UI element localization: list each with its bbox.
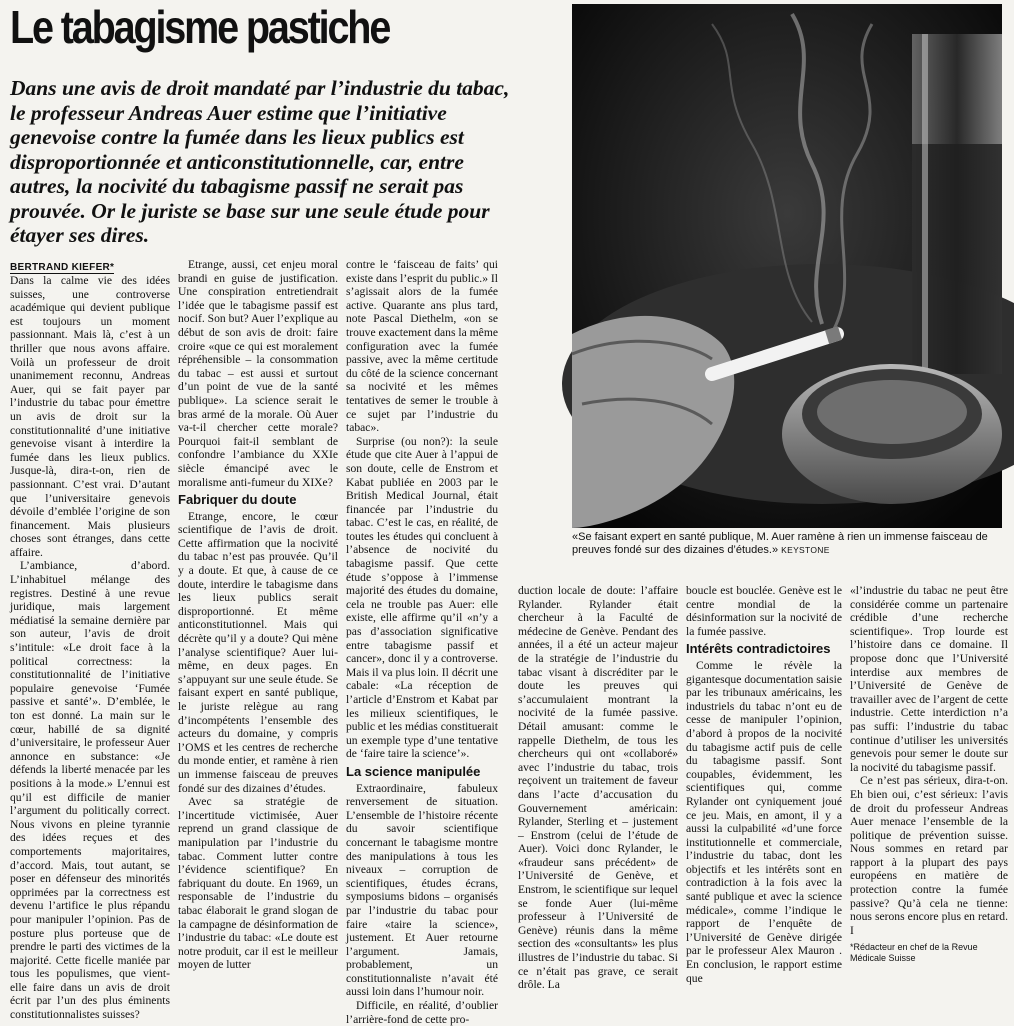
paragraph: Comme le révèle la gigantesque documentation saisie par les tribunaux américains, les industriels du tabac n’ont eu de cesse de manipuler l’opinion, d’abord à propos de la nocivité du tabagisme actif puis de celle du tabagisme passif. Sont coupables, évidemment, les scientifiques qui, comme Rylander ont cyniquement joué ce jeu. Mais, en amont, il y a aussi la culpabilité «d’une force institutionnelle et commerciale, l’industrie du tabac, dont les objectifs et les intérêts sont en contradiction à la fois avec la santé publique et avec la science médicale», comme l’indique le rapport de l’enquête de l’Université de Genève dirigée par le professeur Alex Mauron . En conclusion, le rapport estime que	[686, 658, 842, 985]
column-4	[518, 584, 678, 992]
caption-text: «Se faisant expert en santé publique, M. Auer ramène à rien un immense faisceau de preuves fondé sur des dizaines d’études.»	[572, 531, 988, 556]
photo-credit: KEYSTONE	[781, 545, 830, 555]
paragraph: Avec sa stratégie de l’incertitude victimisée, Auer reprend un grand classique de manipulation par l’industrie du tabac. Comment lutter contre l’évidence scientifique? En fabriquant du doute. En 1969, un responsable de l’industrie du tabac élaborait le grand slogan de la campagne de désinformation de l’industrie du tabac: «Le doute est notre produit, car il est le meilleur moyen de lutter	[178, 795, 338, 972]
paragraph: Etrange, aussi, cet enjeu moral brandi en guise de justification. Une conspiration entretiendrait l’idée que le tabagisme passif est nocif. Son but? Auer l’explique au début de son avis de droit: faire croire «que ce qui est moralement répréhensible – la consommation du tabac – est aussi et surtout d’un point de vue de la santé publique». La science serait le bras armé de la morale. Où Auer va-t-il chercher cette morale? Pourquoi fait-il semblant de confondre l’ambiance du XXIe siècle émancipé avec le moralisme anti-fumeur du XIXe?	[178, 258, 338, 489]
paragraph: «l’industrie du tabac ne peut être considérée comme un partenaire crédible d’une recherche scientifique». Trop lourde est l’histoire dans ce domaine. Il propose donc que l’Université interdise aux membres de l’Université de Genève de travailler avec de l’argent de cette industrie. Cette interdiction n’a pas suffi: l’industrie du tabac continue d’utiliser les universités genevois pour semer le doute sur la nocivité du tabagisme passif.	[850, 584, 1008, 774]
column-1	[10, 274, 170, 1022]
subheading-la-science-manipulee: La science manipulée	[346, 763, 481, 779]
column-6	[850, 584, 1008, 970]
photo-caption	[572, 531, 1002, 557]
cigarette-ashtray-photo-icon	[572, 4, 1002, 528]
paragraph: Surprise (ou non?): la seule étude que cite Auer à l’appui de son doute, celle de Enstrom et Kabat publiée en 2003 par le British Medical Journal, était financée par l’industrie du tabac. C’est le cas, en réalité, de toutes les études qui concluent à l’absence de nocivité du tabagisme passif. Que cette étude s’oppose à l’immense majorité des études du domaine, cela ne trouble pas Auer: elle existe, elle affirme qu’il «n’y a pas d’association significative entre tabagisme passif et cancer», donc il y a controverse. Mais il va plus loin. Il décrit une cabale: «La réception de l’article d’Enstrom et Kabat par les milieux scientifiques, le public et les médias constituerait un exemple type d’une tentative de ‘faire taire la science’».	[346, 434, 498, 761]
column-5	[686, 584, 842, 985]
subheading-interets-contradictoires: Intérêts contradictoires	[686, 641, 831, 657]
paragraph: Dans la calme vie des idées suisses, une controverse académique qui devient publique est toujours un moment passionnant. Mais là, c’est à un thriller que nous avons affaire. Voilà un professeur de droit unanimement reconnu, Andreas Auer, qui se fait payer par l’industrie du tabac pour émettre un avis de droit sur la constitutionnalité d’une initiative genevoise visant à interdire la fumée dans les lieux publics. Jusque-là, dira-t-on, rien de passionnant. C’est vrai. D’autant que l’universitaire genevois dévoile d’emblée l’origine de son financement. Mais plusieurs choses sont étranges, dans cette affaire.	[10, 274, 170, 559]
footnote: *Rédacteur en chef de la Revue Médicale Suisse	[850, 942, 978, 963]
byline: BERTRAND KIEFER*	[10, 262, 115, 273]
column-3	[346, 258, 498, 1026]
column-2	[178, 258, 338, 970]
paragraph: Ce n’est pas sérieux, dira-t-on. Eh bien oui, c’est sérieux: l’avis de droit du professeur Andreas Auer menace l’ensemble de la politique de prévention suisse. Nous sommes en retard par rapport à la plupart des pays européens en matière de protection contre la fumée passive? Qu’à cela ne tienne: nous serons encore plus en retard. I	[850, 774, 1008, 937]
paragraph: contre le ‘faisceau de faits’ qui existe dans l’esprit du public.» Il s’agissait alors de la fumée active. Quarante ans plus tard, note Pascal Diethelm, «on se trouve exactement dans la même configuration avec la fumée passive, avec la même certitude du côté de la science concernant sa nocivité et les mêmes tentatives de semer le trouble à ce sujet par l’industrie du tabac».	[346, 258, 498, 435]
paragraph: Extraordinaire, fabuleux renversement de situation. L’ensemble de l’histoire récente du savoir scientifique concernant le tabagisme montre des manipulations à tous les niveaux – corruption de scientifiques, études écrans, symposiums bidons – organisés par l’industrie du tabac pour faire «taire la science», justement. Et Auer retourne l’argument. Jamais, probablement, un constitutionnaliste n’avait été aussi loin dans l’humour noir.	[346, 781, 498, 999]
article-title: Le tabagisme pastiche	[10, 1, 390, 53]
paragraph: duction locale de doute: l’affaire Rylander. Rylander était chercheur à la Faculté de médecine de Genève. Pendant des années, il a été un acteur majeur de la stratégie de l’industrie du tabac visant à discréditer par le doute les preuves qui s’accumulaient montrant la nocivité de la fumée passive. Détail amusant: comme le rappelle Diethelm, de tous les chercheurs qui ont «collaboré» avec l’industrie du tabac, trois reçoivent un traitement de faveur dans l’acte d’accusation du Gouvernement américain: Rylander, Sterling et – justement – Enstrom (celui de l’étude de Auer). Voici donc Rylander, le «fraudeur sans précédent» de l’Université de Genève, et Enstrom, le scientifique sur lequel se fonde Auer (lui-même professeur à l’Université de Genève) réunis dans la même section des «consultants» les plus illustres de l’industrie du tabac. Si ce n’était pas grave, ce serait drôle. La	[518, 584, 678, 992]
paragraph: Difficile, en réalité, d’oublier l’arrière-fond de cette pro-	[346, 999, 498, 1026]
paragraph: Etrange, encore, le cœur scientifique de l’avis de droit. Cette affirmation que la nocivité du tabac n’est pas prouvée. Qu’il y a doute. Et que, à cause de ce doute, interdire le tabagisme dans les lieux publics serait disproportionné. Et même anticonstitutionnel. Mais qui décrète qu’il y a doute? Qui mène l’analyse scientifique? Auer lui-même, en deux pages. En s’appuyant sur une seule étude. Se faisant expert en santé publique, le juriste relègue au rang d’incompétents l’ensemble des acteurs du domaine, y compris l’OMS et les centres de recherche du monde entier, et ramène à rien un immense faisceau de preuves fondé sur des dizaines d’études.	[178, 509, 338, 795]
subheading-fabriquer-du-doute: Fabriquer du doute	[178, 492, 297, 508]
paragraph: boucle est bouclée. Genève est le centre mondial de la désinformation sur la nocivité de la fumée passive.	[686, 584, 842, 638]
photo-cigarette-ashtray	[572, 4, 1002, 528]
paragraph: L’ambiance, d’abord. L’inhabituel mélange des registres. Destiné à une revue juridique, mais largement médiatisé la semaine dernière par son auteur, l’avis de droit s’intitule: «Le droit face à la political correctness: la constitutionnalité de l’initiative populaire genevoise ‘Fumée passive et santé’». D’emblée, le ton est donné. La main sur le cœur, habillé de sa dignité d’universitaire, le professeur Auer annonce en substance: «Je défends la liberté menacée par les positions à la mode.» L’ennui est qu’il est difficile de manier l’argument du politically correct. Nous vivons en pleine tyrannie des idées reçues et des comportements majoritaires, d’accord. Mais, tout autant, se poser en défenseur des minorités opprimées par la correctness est devenu l’artifice le plus répandu pour manipuler l’opinion. Pas de posture plus porteuse que de prendre le parti des victimes de la majorité. Cette ficelle maniée par tous les populismes, que vient-elle faire dans un avis de droit écrit par l’un des plus éminents constitutionnalistes suisses?	[10, 559, 170, 1022]
article-lead: Dans une avis de droit mandaté par l’industrie du tabac, le professeur Andreas Auer estime que l’initiative genevoise contre la fumée dans les lieux publics est disproportionnée et anticonstitutionnelle, car, entre autres, la nocivité du tabagisme passif ne serait pas prouvée. Or le juriste se base sur une seule étude pour étayer ses dires.	[10, 76, 510, 247]
